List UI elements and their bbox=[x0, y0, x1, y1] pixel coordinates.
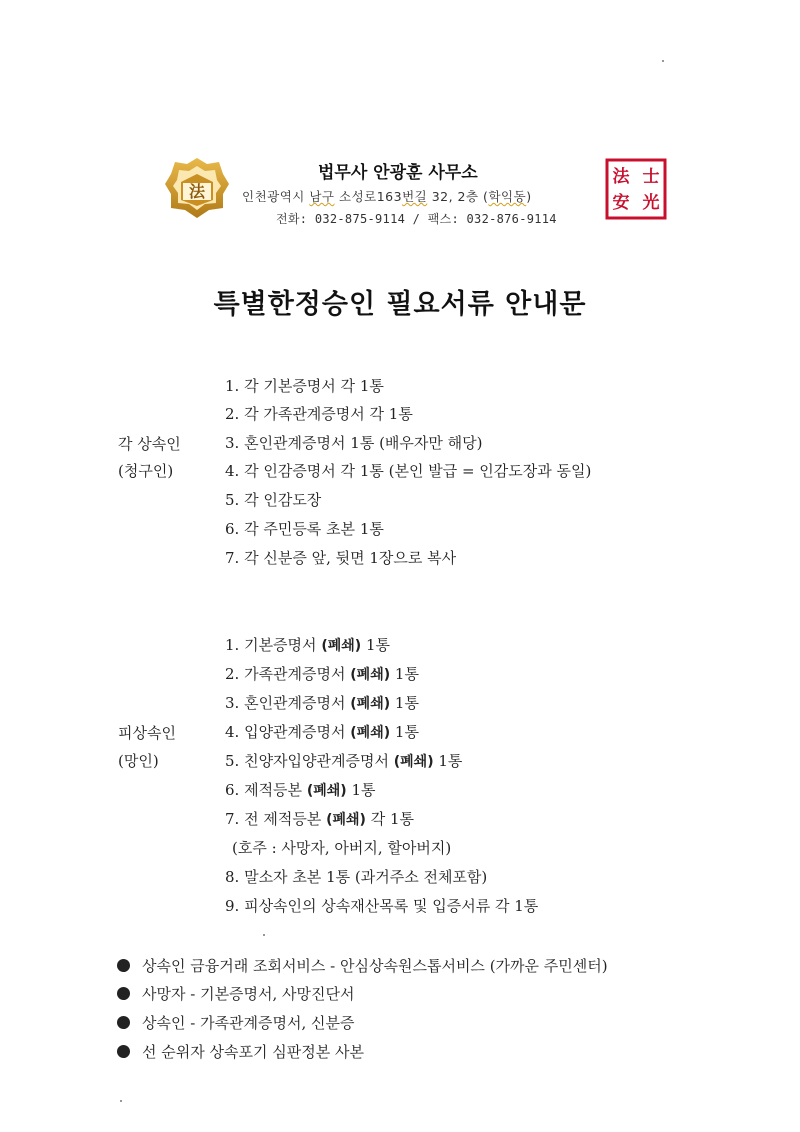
decedent-item-5: 5. 친양자입양관계증명서 (폐쇄) 1통 bbox=[225, 752, 463, 770]
heirs-item-6: 6. 각 주민등록 초본 1통 bbox=[225, 520, 384, 538]
official-seal-icon bbox=[605, 158, 667, 220]
heirs-item-2: 2. 각 가족관계증명서 각 1통 bbox=[225, 405, 413, 423]
heirs-label: 각 상속인 bbox=[118, 435, 181, 453]
bullet-icon bbox=[117, 987, 130, 1000]
seal-char-4: 光 bbox=[642, 193, 660, 213]
decedent-item-9: 9. 피상속인의 상속재산목록 및 입증서류 각 1통 bbox=[225, 897, 539, 915]
office-address: 인천광역시 남구 소성로163번길 32, 2층 (학익동) bbox=[242, 189, 532, 204]
scan-speck bbox=[662, 60, 664, 62]
heirs-item-3: 3. 혼인관계증명서 1통 (배우자만 해당) bbox=[225, 434, 483, 452]
decedent-sublabel: (망인) bbox=[118, 752, 159, 770]
document-title: 특별한정승인 필요서류 안내문 bbox=[213, 289, 587, 320]
logo-glyph: 法 bbox=[188, 182, 206, 201]
seal-char-3: 安 bbox=[612, 193, 630, 213]
decedent-item-4: 4. 입양관계증명서 (폐쇄) 1통 bbox=[225, 723, 419, 741]
heirs-item-1: 1. 각 기본증명서 각 1통 bbox=[225, 377, 384, 395]
heirs-item-7: 7. 각 신분증 앞, 뒷면 1장으로 복사 bbox=[225, 549, 457, 567]
office-contact: 전화: 032-875-9114 / 팩스: 032-876-9114 bbox=[276, 212, 557, 226]
seal-char-1: 法 bbox=[612, 167, 630, 187]
note-item-4: 선 순위자 상속포기 심판정본 사본 bbox=[117, 1041, 364, 1062]
decedent-item-1: 1. 기본증명서 (폐쇄) 1통 bbox=[225, 636, 390, 654]
note-item-1: 상속인 금융거래 조회서비스 - 안심상속원스톱서비스 (가까운 주민센터) bbox=[117, 955, 608, 976]
heirs-item-4: 4. 각 인감증명서 각 1통 (본인 발급 = 인감도장과 동일) bbox=[225, 462, 592, 480]
bullet-icon bbox=[117, 1045, 130, 1058]
decedent-item-2: 2. 가족관계증명서 (폐쇄) 1통 bbox=[225, 665, 419, 683]
bullet-icon bbox=[117, 1016, 130, 1029]
decedent-item-7: 7. 전 제적등본 (폐쇄) 각 1통 bbox=[225, 810, 414, 828]
decedent-label: 피상속인 bbox=[118, 724, 176, 742]
seal-char-2: 士 bbox=[642, 167, 660, 187]
decedent-item-6: 6. 제적등본 (폐쇄) 1통 bbox=[225, 781, 376, 799]
heirs-sublabel: (청구인) bbox=[118, 462, 174, 480]
note-item-3: 상속인 - 가족관계증명서, 신분증 bbox=[117, 1012, 355, 1033]
decedent-item-3: 3. 혼인관계증명서 (폐쇄) 1통 bbox=[225, 694, 419, 712]
scan-speck bbox=[263, 934, 265, 936]
decedent-item-7-note: (호주 : 사망자, 아버지, 할아버지) bbox=[232, 839, 452, 857]
bullet-icon bbox=[117, 959, 130, 972]
heirs-item-5: 5. 각 인감도장 bbox=[225, 491, 322, 509]
office-name: 법무사 안광훈 사무소 bbox=[318, 163, 478, 183]
decedent-item-8: 8. 말소자 초본 1통 (과거주소 전체포함) bbox=[225, 868, 488, 886]
court-logo-icon bbox=[163, 156, 231, 220]
note-item-2: 사망자 - 기본증명서, 사망진단서 bbox=[117, 983, 355, 1004]
scan-speck bbox=[120, 1100, 122, 1102]
